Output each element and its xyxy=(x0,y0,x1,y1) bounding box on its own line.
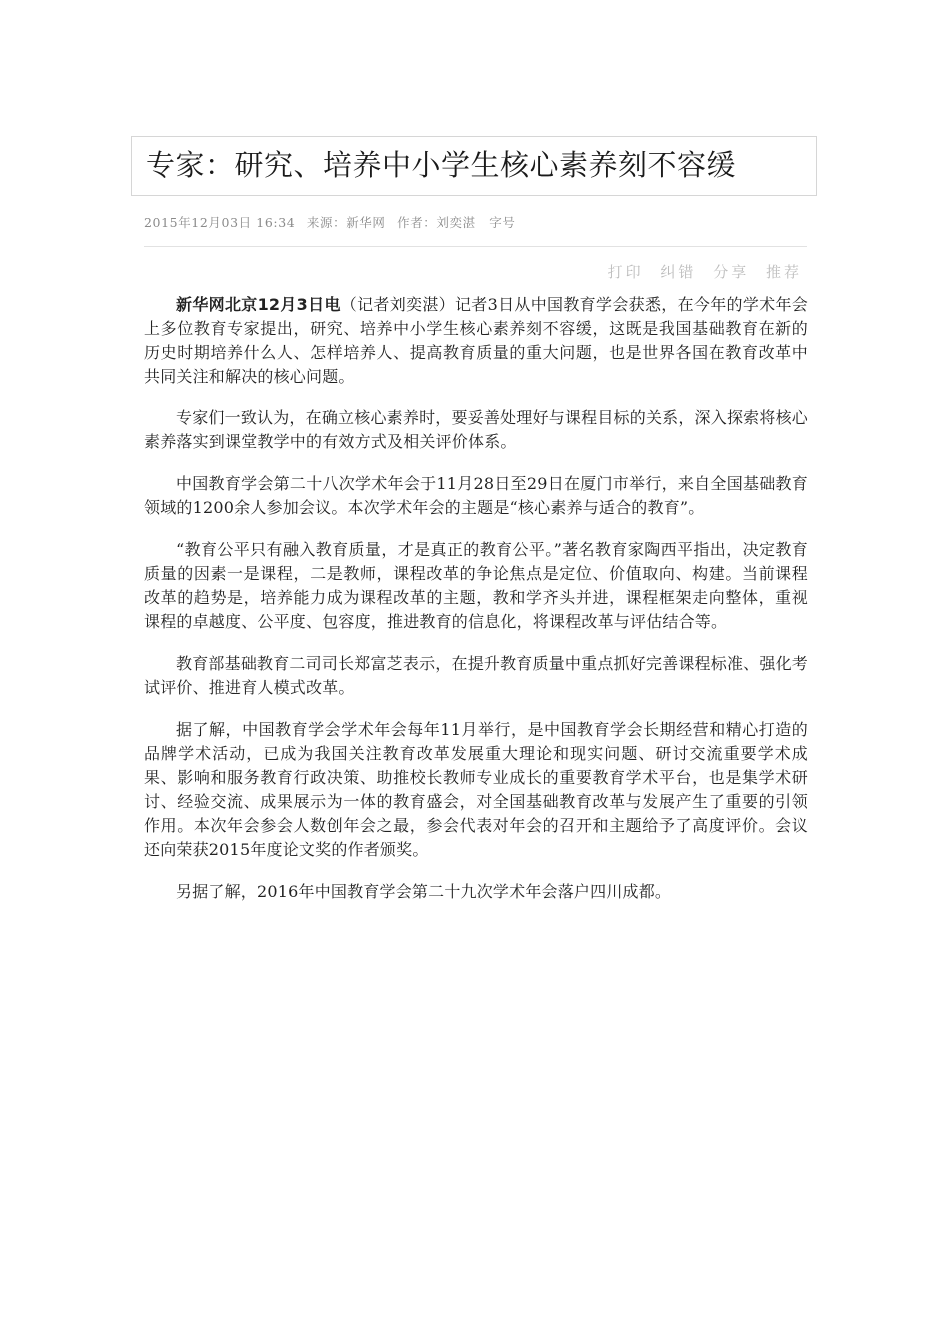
dateline: 新华网北京12月3日电 xyxy=(176,295,341,314)
article-source: 来源：新华网 xyxy=(306,215,386,230)
paragraph-5: 教育部基础教育二司司长郑富芝表示，在提升教育质量中重点抓好完善课程标准、强化考试评价、推进育人模式改革。 xyxy=(144,654,808,697)
title-box xyxy=(131,136,817,196)
font-size-button[interactable]: 字号 xyxy=(489,215,516,230)
paragraph-2: 专家们一致认为，在确立核心素养时，要妥善处理好与课程目标的关系，深入探索将核心素养落实到课堂教学中的有效方式及相关评价体系。 xyxy=(144,408,808,451)
lead-text: （记者刘奕湛）记者3日从中国教育学会获悉，在今年的学术年会上多位教育专家提出，研究、培养中小学生核心素养刻不容缓，这既是我国基础教育在新的历史时期培养什么人、怎样培养人、提高教育质量的重大问题，也是世界各国在教育改革中共同关注和解决的核心问题。 xyxy=(144,295,808,386)
print-button[interactable]: 打印 xyxy=(607,263,644,281)
meta-divider xyxy=(144,246,807,247)
report-error-button[interactable]: 纠错 xyxy=(660,263,697,281)
paragraph-7: 另据了解，2016年中国教育学会第二十九次学术年会落户四川成都。 xyxy=(176,882,672,901)
article-meta xyxy=(144,214,522,232)
share-button[interactable]: 分享 xyxy=(713,263,750,281)
article-title: 专家：研究、培养中小学生核心素养刻不容缓 xyxy=(146,148,737,182)
article-author: 作者：刘奕湛 xyxy=(397,215,476,230)
lead-paragraph xyxy=(144,293,808,389)
article-body xyxy=(144,293,808,922)
recommend-button[interactable]: 推荐 xyxy=(765,263,802,281)
article-toolbar xyxy=(599,262,802,282)
publish-datetime: 2015年12月03日 16:34 xyxy=(144,215,296,230)
paragraph-4: “教育公平只有融入教育质量，才是真正的教育公平。”著名教育家陶西平指出，决定教育质量的因素一是课程，二是教师，课程改革的争论焦点是定位、价值取向、构建。当前课程改革的趋势是，培养能力成为课程改革的主题，教和学齐头并进，课程框架走向整体，重视课程的卓越度、公平度、包容度，推进教育的信息化，将课程改革与评估结合等。 xyxy=(144,540,808,631)
paragraph-3: 中国教育学会第二十八次学术年会于11月28日至29日在厦门市举行，来自全国基础教育领域的1200余人参加会议。本次学术年会的主题是“核心素养与适合的教育”。 xyxy=(144,474,808,517)
paragraph-6: 据了解，中国教育学会学术年会每年11月举行，是中国教育学会长期经营和精心打造的品牌学术活动，已成为我国关注教育改革发展重大理论和现实问题、研讨交流重要学术成果、影响和服务教育行政决策、助推校长教师专业成长的重要教育学术平台，也是集学术研讨、经验交流、成果展示为一体的教育盛会，对全国基础教育改革与发展产生了重要的引领作用。本次年会参会人数创年会之最，参会代表对年会的召开和主题给予了高度评价。会议还向荣获2015年度论文奖的作者颁奖。 xyxy=(144,720,808,859)
